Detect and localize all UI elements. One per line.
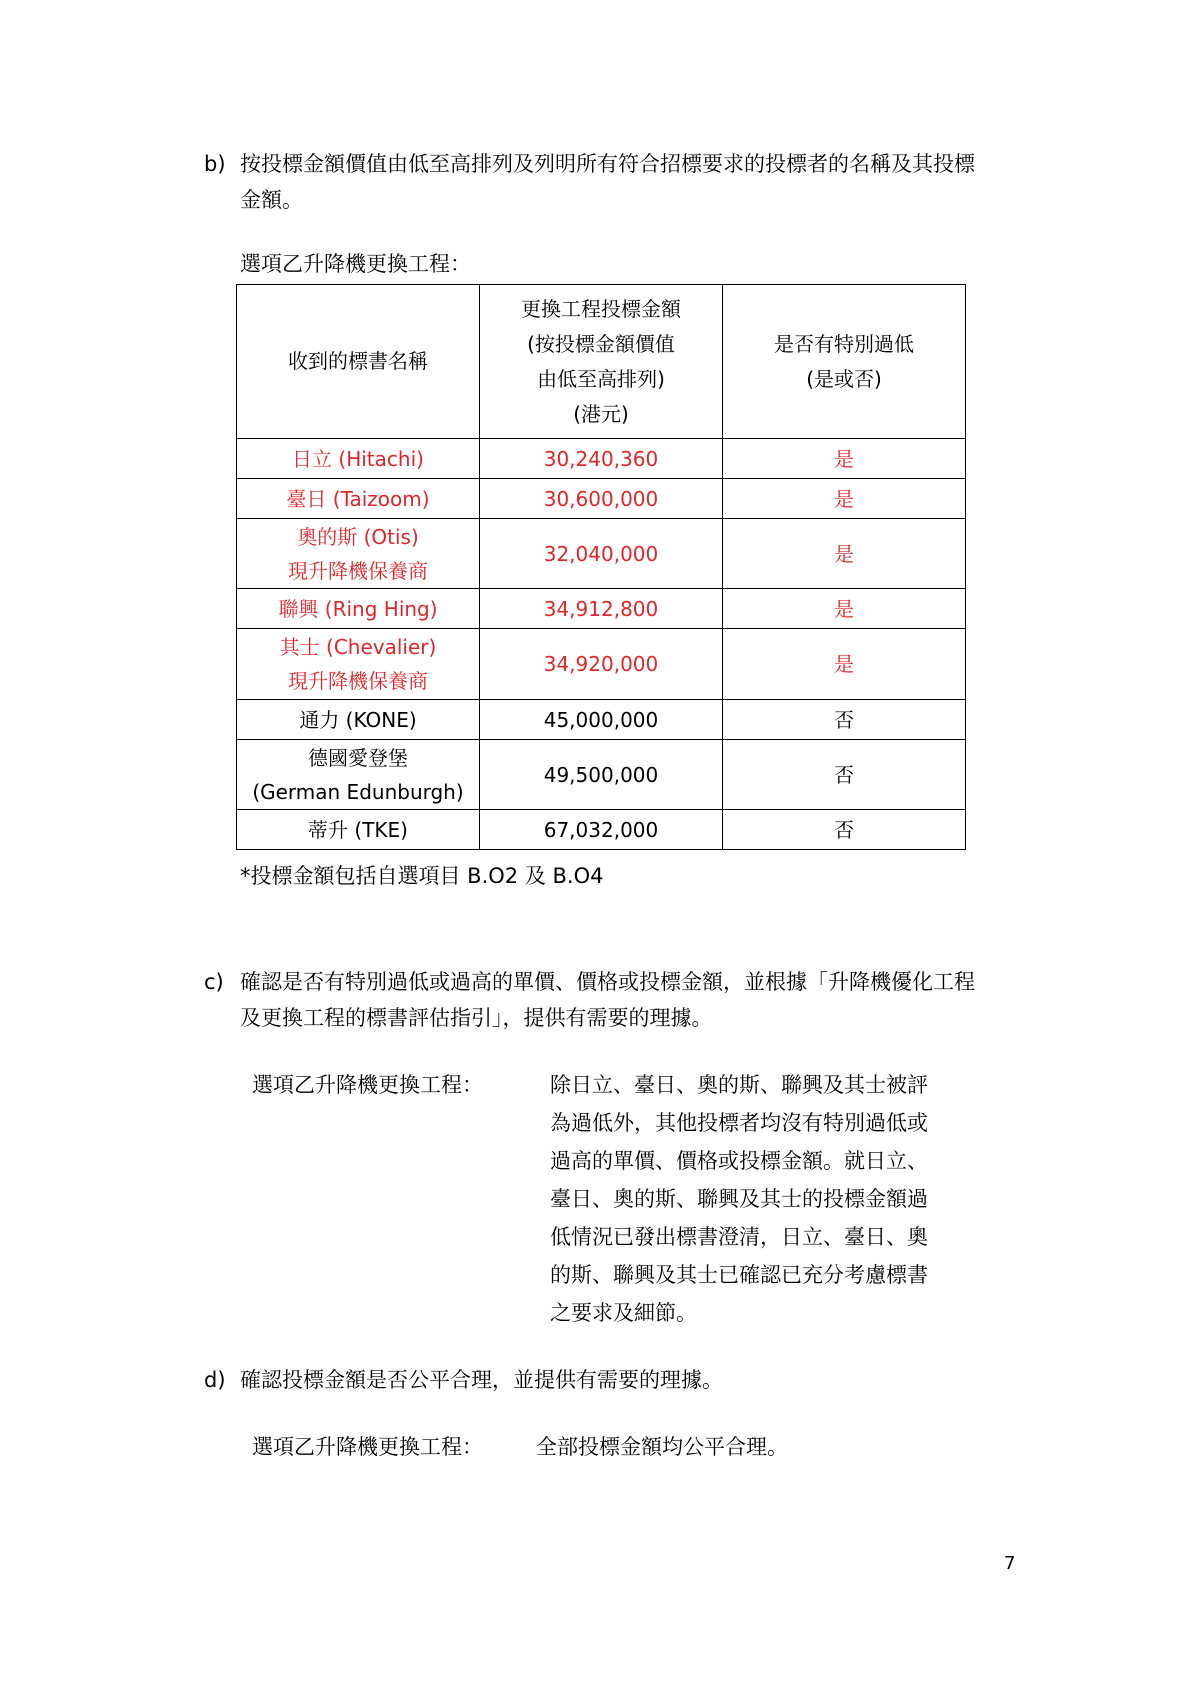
header-abnormally-low: 是否有特別過低 (是或否) <box>723 285 966 439</box>
section-c-label: 選項乙升降機更換工程： <box>252 1073 483 1097</box>
abnormally-low-flag: 否 <box>723 810 966 850</box>
section-b-text: 按投標金額價值由低至高排列及列明所有符合招標要求的投標者的名稱及其投標 金額。 <box>240 152 975 212</box>
abnormally-low-flag: 否 <box>723 740 966 810</box>
section-b <box>204 146 1034 222</box>
tender-amount: 32,040,000 <box>480 519 723 589</box>
tender-amount: 34,920,000 <box>480 629 723 700</box>
header-tender-amount: 更換工程投標金額 (按投標金額價值 由低至高排列) (港元) <box>480 285 723 439</box>
tender-amount: 30,240,360 <box>480 439 723 479</box>
table-row <box>237 439 966 479</box>
section-c-detail <box>252 1066 992 1336</box>
tender-table <box>236 284 966 850</box>
table-row <box>237 740 966 810</box>
abnormally-low-flag: 是 <box>723 629 966 700</box>
section-d-label: 選項乙升降機更換工程： <box>252 1435 483 1459</box>
abnormally-low-flag: 是 <box>723 519 966 589</box>
table-row <box>237 700 966 740</box>
tenderer-name: 臺日 (Taizoom) <box>237 479 480 519</box>
section-c <box>204 964 1034 1040</box>
tenderer-name: 德國愛登堡 (German Edunburgh) <box>237 740 480 810</box>
abnormally-low-flag: 是 <box>723 589 966 629</box>
section-c-text: 確認是否有特別過低或過高的單價、價格或投標金額，並根據「升降機優化工程 及更換工程的標書評估指引」，提供有需要的理據。 <box>240 970 975 1030</box>
abnormally-low-flag: 是 <box>723 479 966 519</box>
section-c-marker: c) <box>204 970 224 994</box>
table-row <box>237 589 966 629</box>
abnormally-low-flag: 是 <box>723 439 966 479</box>
section-d-value: 全部投標金額均公平合理。 <box>536 1435 788 1459</box>
abnormally-low-flag: 否 <box>723 700 966 740</box>
table-row <box>237 810 966 850</box>
tenderer-name: 日立 (Hitachi) <box>237 439 480 479</box>
tender-amount: 30,600,000 <box>480 479 723 519</box>
section-c-value: 除日立、臺日、奧的斯、聯興及其士被評 為過低外，其他投標者均沒有特別過低或 過高的單價、價格或投標金額。就日立、 臺日、奧的斯、聯興及其士的投標金額過 低情況已發出標書澄清，日立、臺日、奧 的斯、聯興及其士已確認已充分考慮標書 之要求及細節。 <box>550 1073 928 1325</box>
page-number: 7 <box>1004 1553 1016 1574</box>
tenderer-name: 通力 (KONE) <box>237 700 480 740</box>
tenderer-name: 其士 (Chevalier) 現升降機保養商 <box>237 629 480 700</box>
section-b-marker: b) <box>204 152 226 176</box>
tender-amount: 45,000,000 <box>480 700 723 740</box>
table-row <box>237 479 966 519</box>
tenderer-name: 聯興 (Ring Hing) <box>237 589 480 629</box>
section-d <box>204 1362 1034 1400</box>
tender-amount: 49,500,000 <box>480 740 723 810</box>
table-row <box>237 519 966 589</box>
table-row <box>237 629 966 700</box>
tender-amount: 67,032,000 <box>480 810 723 850</box>
section-d-marker: d) <box>204 1368 226 1392</box>
tender-amount: 34,912,800 <box>480 589 723 629</box>
header-tender-name: 收到的標書名稱 <box>237 285 480 439</box>
tenderer-name: 蒂升 (TKE) <box>237 810 480 850</box>
tenderer-name: 奧的斯 (Otis) 現升降機保養商 <box>237 519 480 589</box>
section-d-detail <box>252 1428 992 1468</box>
table-footnote: *投標金額包括自選項目 B.O2 及 B.O4 <box>240 864 604 888</box>
section-d-text: 確認投標金額是否公平合理，並提供有需要的理據。 <box>240 1368 723 1392</box>
table-caption: 選項乙升降機更換工程： <box>240 252 471 276</box>
